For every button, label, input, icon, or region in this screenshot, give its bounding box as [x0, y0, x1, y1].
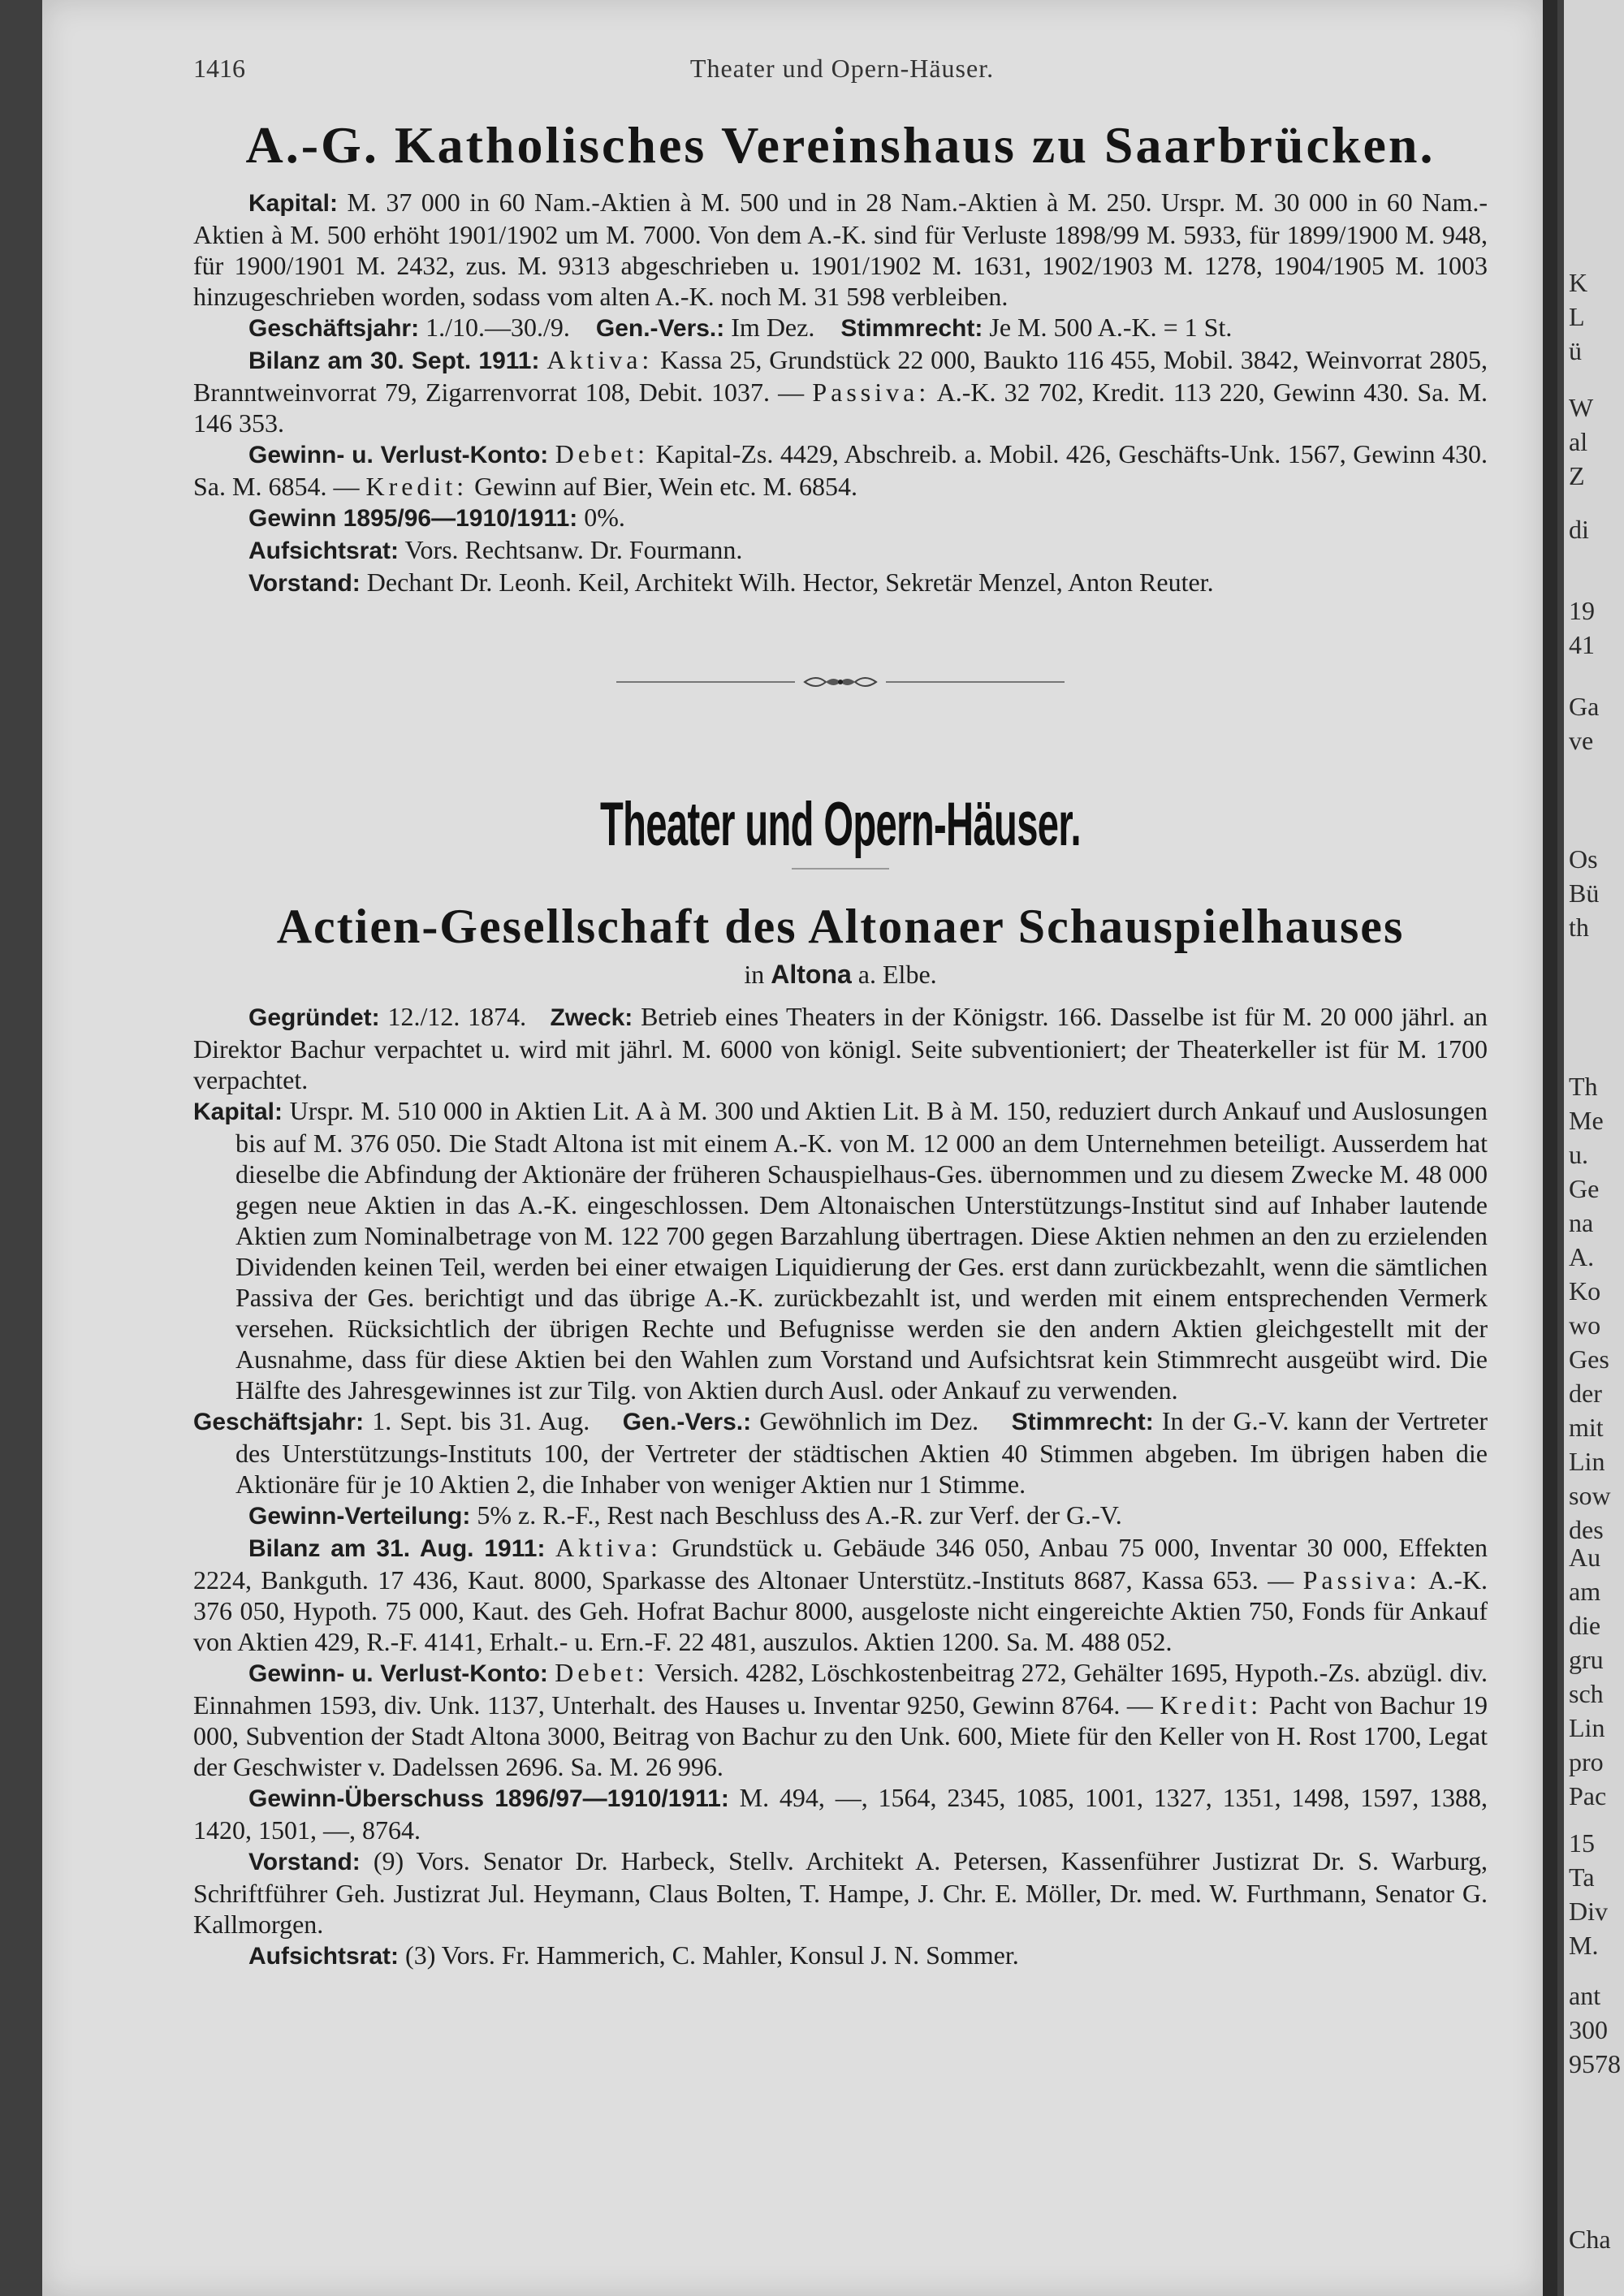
s2-stimmrecht-text: In der G.-V. kann der Vertreter des Unterstützungs-Instituts 100, der Vertreter der städtischen Aktien 40 Stimmen abgeben. Im übrigen haben die Aktionäre für je 10 Aktien 2, die Inhaber von weniger Aktien nur 1 Stimme.	[235, 1406, 1488, 1499]
next-page-fragment: Me	[1569, 1106, 1604, 1135]
s1-genvers-text: Im Dez.	[731, 313, 815, 342]
s2-vorstand-label: Vorstand:	[248, 1849, 361, 1875]
next-page-fragment: 9578	[1569, 2049, 1621, 2078]
next-page-fragment: W	[1569, 393, 1594, 422]
s2-aufsichtsrat-text: (3) Vors. Fr. Hammerich, C. Mahler, Konsul J. N. Sommer.	[405, 1940, 1019, 1970]
s1-stimmrecht-text: Je M. 500 A.-K. = 1 St.	[989, 313, 1233, 342]
next-page-fragment: L	[1569, 302, 1585, 331]
next-page-fragment: 41	[1569, 630, 1595, 659]
s2-aktiva-word: Aktiva:	[555, 1533, 662, 1562]
next-page-fragment: Ga	[1569, 692, 1600, 721]
s1-geschaeftsjahr-text: 1./10.—30./9.	[425, 313, 570, 342]
ornament-divider	[193, 672, 1488, 692]
s2-zweck-text: Betrieb eines Theaters in der Königstr. 166. Dasselbe ist für M. 20 000 jährl. an Direktor Bachur verpachtet u. wird mit jährl. M. 6000 von königl. Seite subventioniert; der Theaterkeller ist für M. 1700 verpachtet.	[193, 1002, 1488, 1094]
next-page-fragment: u.	[1569, 1140, 1588, 1169]
next-page-fragment: ü	[1569, 336, 1582, 365]
next-page-fragment: Au	[1569, 1543, 1601, 1572]
s2-stimmrecht-label: Stimmrecht:	[1011, 1409, 1154, 1435]
next-page-fragment: al	[1569, 427, 1588, 456]
ornament-icon	[801, 672, 879, 692]
location-city: Altona	[771, 960, 852, 989]
location-prefix: in	[744, 960, 765, 989]
next-page-fragment: des	[1569, 1515, 1604, 1544]
s2-meta	[193, 1405, 1488, 1500]
next-page-fragment: gru	[1569, 1645, 1604, 1674]
s2-debet-word: Debet:	[555, 1658, 649, 1687]
s2-aufsichtsrat	[193, 1940, 1488, 1972]
s2-kapital-label: Kapital:	[193, 1098, 283, 1125]
s2-gewinnverteilung-text: 5% z. R.-F., Rest nach Beschluss des A.-R. zur Verf. der G.-V.	[477, 1500, 1122, 1530]
s2-gegruendet-zweck	[193, 1001, 1488, 1095]
s1-kapital-label: Kapital:	[248, 190, 339, 217]
s2-genvers-label: Gen.-Vers.:	[622, 1409, 752, 1435]
s2-guv-text1: Versich. 4282, Löschkostenbeitrag 272, Gehälter 1695, Hypoth.-Zs. abzügl. div. Einnahmen 1593, div. Unk. 1137, Unterhalt. des Hauses u. Inventar 9250, Gewinn 8764. —	[193, 1658, 1488, 1720]
s1-aufsichtsrat-text: Vors. Rechtsanw. Dr. Fourmann.	[404, 535, 743, 564]
section2-title: Actien-Gesellschaft des Altonaer Schauspielhauses	[276, 900, 1405, 953]
next-page-fragment: pro	[1569, 1747, 1604, 1776]
next-page-fragment: am	[1569, 1577, 1601, 1606]
next-page-fragment: th	[1569, 913, 1589, 942]
next-page-fragment: 15	[1569, 1828, 1595, 1858]
s2-bilanz-label: Bilanz am 31. Aug. 1911:	[248, 1535, 546, 1562]
s2-ueberschuss	[193, 1782, 1488, 1845]
s1-aktiva-word: Aktiva:	[546, 345, 654, 374]
s2-gegruendet-label: Gegründet:	[248, 1004, 380, 1031]
next-page-fragment: di	[1569, 515, 1589, 544]
s2-guv-text2: Pacht von Bachur 19 000, Subvention der Stadt Altona 3000, Beitrag von Bachur zu den Unk. 600, Miete für den Keller von H. Rost 1700, Legat der Geschwister v. Dadelssen 2696. Sa. M. 26 996.	[193, 1690, 1488, 1781]
s2-kapital	[193, 1095, 1488, 1405]
divider-line-right	[886, 681, 1065, 683]
s1-genvers-label: Gen.-Vers.:	[595, 315, 725, 342]
s1-vorstand-label: Vorstand:	[248, 570, 361, 597]
next-page-fragment: die	[1569, 1611, 1601, 1640]
s1-vorstand-text: Dechant Dr. Leonh. Keil, Architekt Wilh. Hector, Sekretär Menzel, Anton Reuter.	[366, 568, 1214, 597]
s1-guv-text2: Gewinn auf Bier, Wein etc. M. 6854.	[474, 472, 857, 501]
next-page-fragment: Ta	[1569, 1862, 1595, 1892]
s2-geschaeftsjahr-text: 1. Sept. bis 31. Aug.	[372, 1406, 590, 1435]
next-page-fragment: ve	[1569, 726, 1594, 755]
page-gutter	[1543, 0, 1557, 2296]
s2-gewinnverteilung	[193, 1500, 1488, 1532]
s1-gewinn-text: 0%.	[584, 503, 625, 532]
next-page-fragment: 300	[1569, 2015, 1608, 2044]
s2-gegruendet-text: 12./12. 1874.	[387, 1002, 527, 1031]
s1-guv-label: Gewinn- u. Verlust-Konto:	[248, 442, 549, 468]
s2-ueberschuss-label: Gewinn-Überschuss 1896/97—1910/1911:	[248, 1785, 729, 1812]
s2-vorstand-text: (9) Vors. Senator Dr. Harbeck, Stellv. Architekt A. Petersen, Kassenführer Justizrat Dr. S. Warburg, Schriftführer Geh. Justizrat Jul. Heymann, Claus Bolten, T. Hampe, J. Chr. E. Möller, Dr. med. W. Furthmann, Senator G. Kallmorgen.	[193, 1846, 1488, 1939]
next-page-fragment: 19	[1569, 596, 1595, 625]
s1-bilanz	[193, 344, 1488, 438]
divider-line-left	[616, 681, 795, 683]
s1-bilanz-text1: Kassa 25, Grundstück 22 000, Baukto 116 455, Mobil. 3842, Weinvorrat 2805, Branntweinvorrat 79, Zigarrenvorrat 108, Debit. 1037. —	[193, 345, 1488, 407]
next-page-fragment: na	[1569, 1208, 1594, 1237]
next-page-fragment: wo	[1569, 1310, 1601, 1340]
s1-kapital	[193, 187, 1488, 312]
s1-aufsichtsrat	[193, 534, 1488, 567]
next-page-fragment: sow	[1569, 1481, 1611, 1510]
next-page-fragment: Z	[1569, 461, 1585, 490]
s1-guv-text1: Kapital-Zs. 4429, Abschreib. a. Mobil. 426, Geschäfts-Unk. 1567, Gewinn 430. Sa. M. 6854. —	[193, 439, 1488, 501]
next-page-fragment: Div	[1569, 1897, 1608, 1926]
next-page-fragment: Lin	[1569, 1713, 1605, 1742]
s1-gewinn-label: Gewinn 1895/96—1910/1911:	[248, 505, 578, 532]
s2-zweck-label: Zweck:	[550, 1004, 633, 1031]
s2-gewinnverteilung-label: Gewinn-Verteilung:	[248, 1503, 471, 1530]
next-page-edge	[1564, 0, 1624, 2296]
page-number: 1416	[193, 54, 245, 83]
next-page-fragment: Ges	[1569, 1344, 1609, 1374]
s1-bilanz-text2: A.-K. 32 702, Kredit. 113 220, Gewinn 430. Sa. M. 146 353.	[193, 378, 1488, 438]
next-page-fragment: Cha	[1569, 2225, 1611, 2254]
next-page-fragment: der	[1569, 1379, 1602, 1408]
next-page-fragment: mit	[1569, 1413, 1604, 1442]
section2-location	[193, 960, 1488, 990]
section1-title: A.-G. Katholisches Vereinshaus zu Saarbrücken.	[245, 116, 1436, 174]
next-page-fragment: Pac	[1569, 1781, 1607, 1810]
next-page-fragment: A.	[1569, 1242, 1595, 1271]
book-page	[42, 0, 1543, 2296]
next-page-fragment: sch	[1569, 1679, 1604, 1708]
s1-kredit-word: Kredit:	[365, 472, 469, 501]
next-page-fragment: Lin	[1569, 1447, 1605, 1476]
next-page-fragment: Os	[1569, 844, 1598, 874]
s1-kapital-text: M. 37 000 in 60 Nam.-Aktien à M. 500 und in 28 Nam.-Aktien à M. 250. Urspr. M. 30 000 in 60 Nam.-Aktien à M. 500 erhöht 1901/1902 um M. 7000. Von dem A.-K. sind für Verluste 1898/99 M. 5933, für 1899/1900 M. 948, für 1900/1901 M. 2432, zus. M. 9313 abgeschrieben u. 1901/1902 M. 1631, 1902/1903 M. 1278, 1904/1905 M. 1003 hinzugeschrieben worden, sodass vom alten A.-K. noch M. 31 598 verbleiben.	[193, 188, 1488, 311]
page-header	[193, 54, 1488, 106]
s2-aufsichtsrat-label: Aufsichtsrat:	[248, 1943, 400, 1970]
s1-geschaeftsjahr-label: Geschäftsjahr:	[248, 315, 420, 342]
s2-ueberschuss-text: M. 494, —, 1564, 2345, 1085, 1001, 1327, 1351, 1498, 1597, 1388, 1420, 1501, —, 8764.	[193, 1783, 1488, 1845]
next-page-fragment: K	[1569, 268, 1588, 297]
s2-guv	[193, 1657, 1488, 1782]
running-title: Theater und Opern-Häuser.	[689, 54, 995, 83]
s1-passiva-word: Passiva:	[812, 378, 931, 407]
s1-stimmrecht-label: Stimmrecht:	[840, 315, 983, 342]
s2-kapital-text: Urspr. M. 510 000 in Aktien Lit. A à M. 300 und Aktien Lit. B à M. 150, reduziert durch Ankauf und Auslosungen bis auf M. 376 050. Die Stadt Altona ist mit einem A.-K. von M. 12 000 an dem Unternehmen beteiligt. Ausserdem hat dieselbe die Abfindung der Aktionäre der früheren Schauspielhaus-Ges. übernommen und zu diesem Zwecke M. 48 000 gegen neue Aktien in das A.-K. eingeschlossen. Dem Altonaischen Unterstützungs-Institut sind auf Inhaber lautende Aktien zum Nominalbetrage von M. 122 700 gegen Barzahlung übertragen. Diese Aktien nehmen an den zu erzielenden Dividenden keinen Teil, werden bei einer etwaigen Liquidierung der Ges. erst dann zurückbezahlt, wenn die sämtlichen Passiva der Ges. berichtigt und das übrige A.-K. zurückbezahlt ist, und werden mit einem entsprechenden Vermerk versehen. Rücksichtlich der übrigen Rechte und Befugnisse werden sie den andern Aktien gleichgestellt mit der Ausnahme, dass für diese Aktien bei den Wahlen zum Vorstand und Aufsichtsrat kein Stimmrecht ausgeübt wird. Die Hälfte des Jahresgewinnes ist zur Tilg. von Aktien durch Ausl. oder Ankauf zu verwenden.	[235, 1096, 1488, 1405]
s2-passiva-word: Passiva:	[1302, 1565, 1421, 1595]
s1-vorstand	[193, 567, 1488, 599]
next-page-fragment: M.	[1569, 1931, 1599, 1960]
s1-aufsichtsrat-label: Aufsichtsrat:	[248, 537, 400, 564]
s1-gewinn	[193, 502, 1488, 534]
s2-geschaeftsjahr-label: Geschäftsjahr:	[193, 1409, 365, 1435]
s1-bilanz-label: Bilanz am 30. Sept. 1911:	[248, 347, 540, 374]
s2-kredit-word: Kredit:	[1160, 1690, 1263, 1720]
next-page-fragment: Th	[1569, 1072, 1598, 1101]
page-content	[193, 54, 1488, 1972]
s1-debet-word: Debet:	[555, 439, 650, 468]
location-suffix: a. Elbe.	[857, 960, 937, 989]
next-page-fragment: Ge	[1569, 1174, 1600, 1203]
category-title: Theater und Opern-Häuser.	[600, 790, 1081, 859]
category-rule	[792, 868, 889, 870]
next-page-fragment: Bü	[1569, 878, 1600, 908]
next-page-fragment: ant	[1569, 1981, 1601, 2010]
s2-bilanz-text1: Grundstück u. Gebäude 346 050, Anbau 75 000, Inventar 30 000, Effekten 2224, Bankguth. 17 436, Kaut. 8000, Sparkasse des Altonaer Unterstütz.-Instituts 8687, Kassa 653. —	[193, 1533, 1488, 1595]
s2-vorstand	[193, 1845, 1488, 1940]
s2-bilanz	[193, 1532, 1488, 1657]
s2-genvers-text: Gewöhnlich im Dez.	[759, 1406, 979, 1435]
s1-meta	[193, 312, 1488, 344]
s2-guv-label: Gewinn- u. Verlust-Konto:	[248, 1660, 548, 1687]
s1-guv	[193, 438, 1488, 502]
next-page-fragment: Ko	[1569, 1276, 1601, 1306]
s2-bilanz-text2: A.-K. 376 050, Hypoth. 75 000, Kaut. des Geh. Hofrat Bachur 8000, ausgeloste nicht eingereichte Aktien 750, Fonds für Ankauf von Aktien 429, R.-F. 4141, Erhalt.- u. Ern.-F. 22 481, auszulos. Aktien 1200. Sa. M. 488 052.	[193, 1565, 1488, 1656]
